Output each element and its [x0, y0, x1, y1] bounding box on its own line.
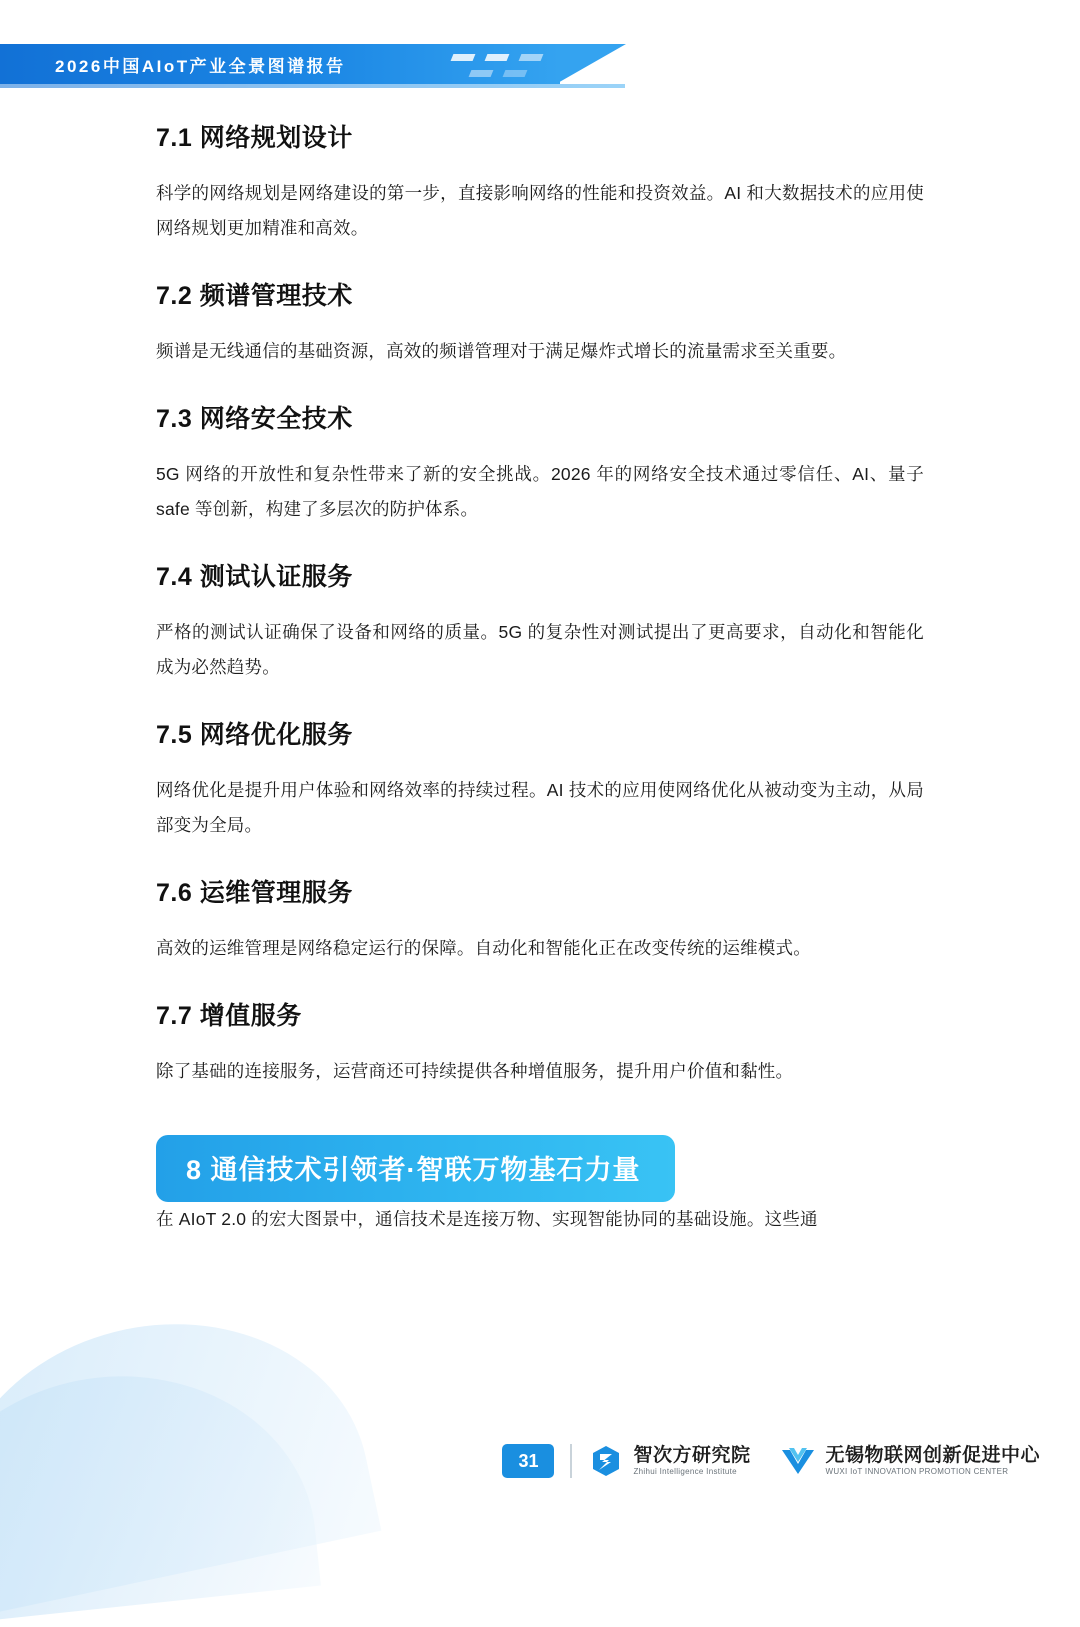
section-7-2 [156, 276, 924, 369]
section-paragraph: 除了基础的连接服务，运营商还可持续提供各种增值服务，提升用户价值和黏性。 [156, 1061, 794, 1081]
header-stripe-icon [485, 54, 510, 61]
section-heading: 7.4 测试认证服务 [156, 563, 353, 591]
chapter-banner-label: 8 通信技术引领者·智联万物基石力量 [186, 1155, 641, 1185]
logo-name-en: Zhihui Intelligence Institute [633, 1466, 737, 1476]
section-paragraph: 科学的网络规划是网络建设的第一步，直接影响网络的性能和投资效益。AI 和大数据技术的应用使网络规划更加精准和高效。 [156, 183, 924, 238]
section-7-1 [156, 118, 924, 246]
logo-wuxi-iot [780, 1443, 1040, 1479]
header-stripe-icon [519, 54, 544, 61]
section-heading: 7.3 网络安全技术 [156, 405, 353, 433]
chapter-banner [156, 1135, 675, 1202]
section-7-7 [156, 996, 924, 1089]
section-paragraph: 严格的测试认证确保了设备和网络的质量。5G 的复杂性对测试提出了更高要求，自动化和智能化成为必然趋势。 [156, 622, 924, 677]
zhicifang-logo-text [633, 1445, 750, 1477]
zhicifang-logo-icon [588, 1443, 624, 1479]
section-7-4 [156, 557, 924, 685]
section-7-5 [156, 715, 924, 843]
page-footer [0, 1337, 1080, 1527]
section-heading: 7.7 增值服务 [156, 1002, 302, 1030]
header-angle-decoration [556, 44, 626, 84]
section-7-3 [156, 399, 924, 527]
section-7-6 [156, 873, 924, 966]
page-number-badge: 31 [502, 1444, 554, 1478]
logo-zhicifang [588, 1443, 750, 1479]
report-title: 2026中国AIoT产业全景图谱报告 [55, 57, 346, 76]
header-stripe-icon [469, 70, 494, 77]
section-paragraph: 频谱是无线通信的基础资源，高效的频谱管理对于满足爆炸式增长的流量需求至关重要。 [156, 341, 847, 361]
section-heading: 7.6 运维管理服务 [156, 879, 353, 907]
logo-name-cn: 无锡物联网创新促进中心 [825, 1444, 1040, 1466]
header-stripe-icon [451, 54, 476, 61]
section-heading: 7.5 网络优化服务 [156, 721, 353, 749]
section-paragraph: 高效的运维管理是网络稳定运行的保障。自动化和智能化正在改变传统的运维模式。 [156, 938, 811, 958]
footer-divider [570, 1444, 572, 1478]
footer-wave-decoration [0, 1286, 381, 1618]
page-content [156, 118, 924, 1237]
logo-name-en: WUXI IoT INNOVATION PROMOTION CENTER [825, 1466, 1009, 1476]
section-paragraph: 网络优化是提升用户体验和网络效率的持续过程。AI 技术的应用使网络优化从被动变为主动，从局部变为全局。 [156, 780, 924, 835]
logo-name-cn: 智次方研究院 [633, 1444, 751, 1466]
wuxi-iot-logo-text [825, 1445, 1040, 1477]
section-heading: 7.1 网络规划设计 [156, 124, 353, 152]
header-stripe-icon [503, 70, 528, 77]
footer-content [502, 1443, 1040, 1479]
wuxi-iot-logo-icon [780, 1443, 816, 1479]
header-underline [0, 84, 625, 88]
section-paragraph: 5G 网络的开放性和复杂性带来了新的安全挑战。2026 年的网络安全技术通过零信任、AI、量子 safe 等创新，构建了多层次的防护体系。 [156, 464, 924, 519]
chapter-intro-paragraph: 在 AIoT 2.0 的宏大图景中，通信技术是连接万物、实现智能协同的基础设施。这些通 [156, 1209, 818, 1229]
section-heading: 7.2 频谱管理技术 [156, 282, 353, 310]
page-header [0, 0, 1080, 96]
